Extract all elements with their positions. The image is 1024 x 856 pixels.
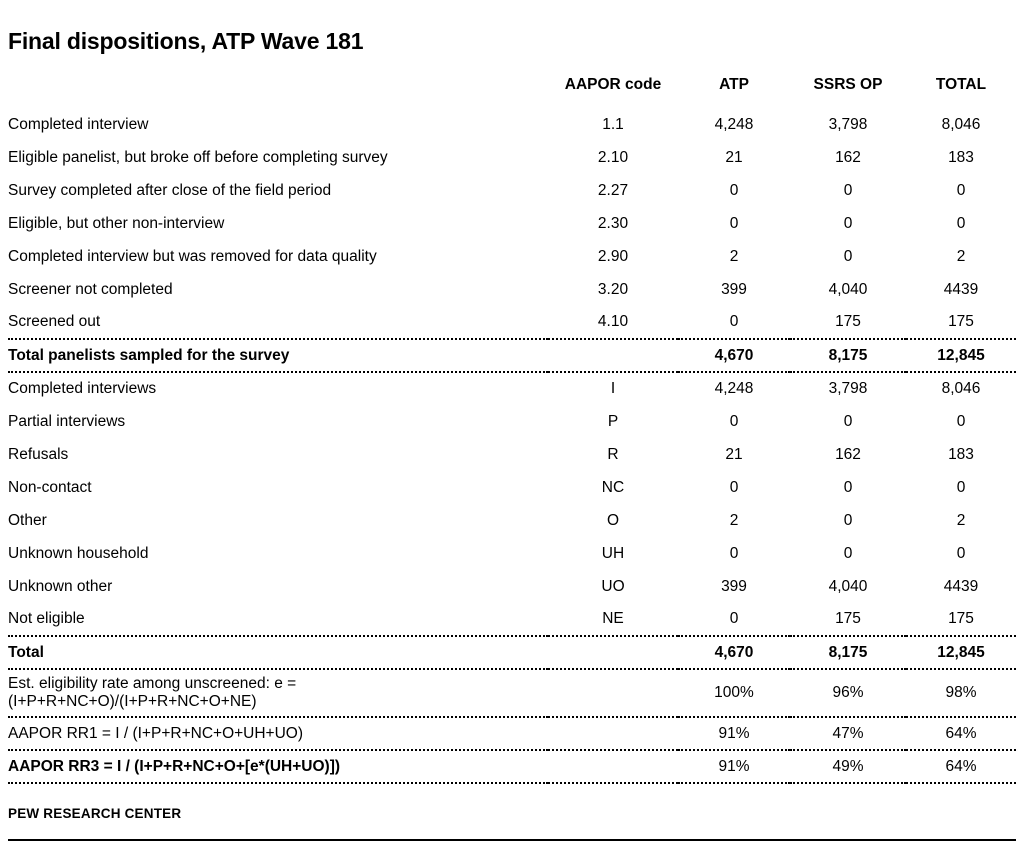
cell-total: 12,845 bbox=[906, 339, 1016, 372]
row-label: AAPOR RR3 = I / (I+P+R+NC+O+[e*(UH+UO)]) bbox=[8, 750, 548, 783]
row-label: Survey completed after close of the field period bbox=[8, 181, 332, 199]
cell-atp: 0 bbox=[729, 181, 739, 199]
cell-ssrs-op: 0 bbox=[843, 511, 853, 529]
cell-total: 175 bbox=[948, 610, 974, 628]
table-row bbox=[8, 174, 1016, 207]
cell-ssrs-op: 47% bbox=[790, 717, 906, 750]
column-header-label bbox=[8, 76, 548, 108]
table-row bbox=[8, 603, 1016, 636]
column-header-aapor-code: AAPOR code bbox=[564, 75, 662, 93]
cell-aapor-code: 1.1 bbox=[602, 115, 624, 133]
cell-total: 0 bbox=[956, 412, 966, 430]
table-row bbox=[8, 273, 1016, 306]
cell-aapor-code: I bbox=[610, 380, 616, 398]
cell-total: 64% bbox=[906, 717, 1016, 750]
cell-atp: 4,248 bbox=[714, 380, 754, 398]
row-label: Partial interviews bbox=[8, 412, 126, 430]
cell-aapor-code: NC bbox=[601, 478, 625, 496]
cell-atp: 4,248 bbox=[714, 115, 754, 133]
cell-atp: 100% bbox=[678, 669, 790, 717]
cell-total: 175 bbox=[948, 313, 974, 331]
row-label: Screener not completed bbox=[8, 280, 173, 298]
footer-divider bbox=[8, 839, 1016, 841]
row-label: Other bbox=[8, 511, 47, 529]
cell-atp: 0 bbox=[729, 214, 739, 232]
cell-aapor-code: 2.10 bbox=[597, 148, 629, 166]
table-row bbox=[8, 750, 1016, 783]
cell-atp: 399 bbox=[721, 577, 747, 595]
cell-atp: 2 bbox=[729, 511, 739, 529]
cell-atp: 2 bbox=[729, 247, 739, 265]
cell-aapor-code bbox=[548, 669, 678, 717]
table-body bbox=[8, 108, 1016, 783]
cell-atp: 0 bbox=[729, 313, 739, 331]
cell-aapor-code: UO bbox=[601, 577, 625, 595]
table-row bbox=[8, 306, 1016, 339]
cell-total: 2 bbox=[956, 247, 966, 265]
column-header-total: TOTAL bbox=[935, 75, 987, 93]
cell-ssrs-op: 0 bbox=[843, 478, 853, 496]
cell-aapor-code bbox=[548, 339, 678, 372]
cell-total: 64% bbox=[906, 750, 1016, 783]
cell-aapor-code: O bbox=[606, 511, 620, 529]
table-row bbox=[8, 636, 1016, 669]
column-header-ssrs-op: SSRS OP bbox=[813, 75, 883, 93]
row-label: Not eligible bbox=[8, 610, 85, 628]
cell-ssrs-op: 4,040 bbox=[828, 577, 868, 595]
cell-total: 8,046 bbox=[941, 115, 981, 133]
cell-total: 98% bbox=[906, 669, 1016, 717]
table-row bbox=[8, 240, 1016, 273]
cell-atp: 0 bbox=[729, 412, 739, 430]
row-label: Est. eligibility rate among unscreened: e = (I+P+R+NC+O)/(I+P+R+NC+O+NE) bbox=[8, 669, 548, 717]
table-row bbox=[8, 108, 1016, 141]
cell-atp: 0 bbox=[729, 544, 739, 562]
cell-total: 12,845 bbox=[906, 636, 1016, 669]
column-header-atp: ATP bbox=[719, 75, 749, 93]
cell-total: 0 bbox=[956, 478, 966, 496]
row-label: AAPOR RR1 = I / (I+P+R+NC+O+UH+UO) bbox=[8, 717, 548, 750]
cell-ssrs-op: 3,798 bbox=[828, 380, 868, 398]
cell-ssrs-op: 0 bbox=[843, 412, 853, 430]
cell-ssrs-op: 3,798 bbox=[828, 115, 868, 133]
cell-atp: 21 bbox=[725, 148, 743, 166]
table-row bbox=[8, 570, 1016, 603]
cell-total: 4439 bbox=[943, 577, 979, 595]
table-row bbox=[8, 372, 1016, 405]
row-label: Non-contact bbox=[8, 478, 92, 496]
cell-ssrs-op: 8,175 bbox=[790, 339, 906, 372]
cell-ssrs-op: 8,175 bbox=[790, 636, 906, 669]
cell-total: 0 bbox=[956, 214, 966, 232]
cell-total: 183 bbox=[948, 445, 974, 463]
cell-ssrs-op: 0 bbox=[843, 247, 853, 265]
cell-aapor-code: NE bbox=[602, 610, 624, 628]
cell-total: 4439 bbox=[943, 280, 979, 298]
cell-aapor-code bbox=[548, 750, 678, 783]
row-label: Total bbox=[8, 636, 548, 669]
cell-atp: 91% bbox=[678, 717, 790, 750]
cell-ssrs-op: 162 bbox=[835, 148, 861, 166]
cell-aapor-code: 2.27 bbox=[597, 181, 629, 199]
cell-atp: 4,670 bbox=[678, 636, 790, 669]
cell-aapor-code: 2.90 bbox=[597, 247, 629, 265]
cell-ssrs-op: 162 bbox=[835, 445, 861, 463]
cell-atp: 0 bbox=[729, 478, 739, 496]
table-row bbox=[8, 537, 1016, 570]
cell-atp: 91% bbox=[678, 750, 790, 783]
header-row bbox=[8, 76, 1016, 108]
cell-aapor-code: 4.10 bbox=[597, 313, 629, 331]
cell-ssrs-op: 175 bbox=[835, 610, 861, 628]
cell-aapor-code bbox=[548, 636, 678, 669]
cell-atp: 0 bbox=[729, 610, 739, 628]
row-label: Completed interview but was removed for data quality bbox=[8, 247, 377, 265]
cell-atp: 399 bbox=[721, 280, 747, 298]
cell-ssrs-op: 175 bbox=[835, 313, 861, 331]
cell-aapor-code: 3.20 bbox=[597, 280, 629, 298]
cell-atp: 21 bbox=[725, 445, 743, 463]
cell-total: 0 bbox=[956, 544, 966, 562]
cell-total: 183 bbox=[948, 148, 974, 166]
source-footer: PEW RESEARCH CENTER bbox=[8, 805, 182, 821]
row-label: Unknown other bbox=[8, 577, 113, 595]
table-row bbox=[8, 207, 1016, 240]
table-row bbox=[8, 504, 1016, 537]
cell-ssrs-op: 49% bbox=[790, 750, 906, 783]
row-label: Total panelists sampled for the survey bbox=[8, 339, 548, 372]
table-row bbox=[8, 717, 1016, 750]
cell-total: 0 bbox=[956, 181, 966, 199]
row-label: Refusals bbox=[8, 445, 69, 463]
row-label: Completed interview bbox=[8, 115, 149, 133]
cell-aapor-code: P bbox=[607, 412, 619, 430]
row-label: Eligible panelist, but broke off before completing survey bbox=[8, 148, 388, 166]
table-row bbox=[8, 405, 1016, 438]
cell-ssrs-op: 0 bbox=[843, 181, 853, 199]
table-row bbox=[8, 339, 1016, 372]
table-header bbox=[8, 76, 1016, 108]
cell-ssrs-op: 0 bbox=[843, 214, 853, 232]
cell-aapor-code bbox=[548, 717, 678, 750]
cell-aapor-code: UH bbox=[601, 544, 625, 562]
final-dispositions-table bbox=[8, 76, 1016, 784]
cell-aapor-code: R bbox=[607, 445, 619, 463]
table-row bbox=[8, 141, 1016, 174]
cell-ssrs-op: 96% bbox=[790, 669, 906, 717]
cell-ssrs-op: 4,040 bbox=[828, 280, 868, 298]
row-label: Screened out bbox=[8, 313, 101, 331]
table-row bbox=[8, 669, 1016, 717]
table-row bbox=[8, 471, 1016, 504]
row-label: Unknown household bbox=[8, 544, 149, 562]
row-label: Completed interviews bbox=[8, 380, 157, 398]
cell-total: 2 bbox=[956, 511, 966, 529]
table-row bbox=[8, 438, 1016, 471]
page-title: Final dispositions, ATP Wave 181 bbox=[8, 28, 364, 54]
cell-total: 8,046 bbox=[941, 380, 981, 398]
cell-atp: 4,670 bbox=[678, 339, 790, 372]
row-label: Eligible, but other non-interview bbox=[8, 214, 225, 232]
cell-ssrs-op: 0 bbox=[843, 544, 853, 562]
cell-aapor-code: 2.30 bbox=[597, 214, 629, 232]
